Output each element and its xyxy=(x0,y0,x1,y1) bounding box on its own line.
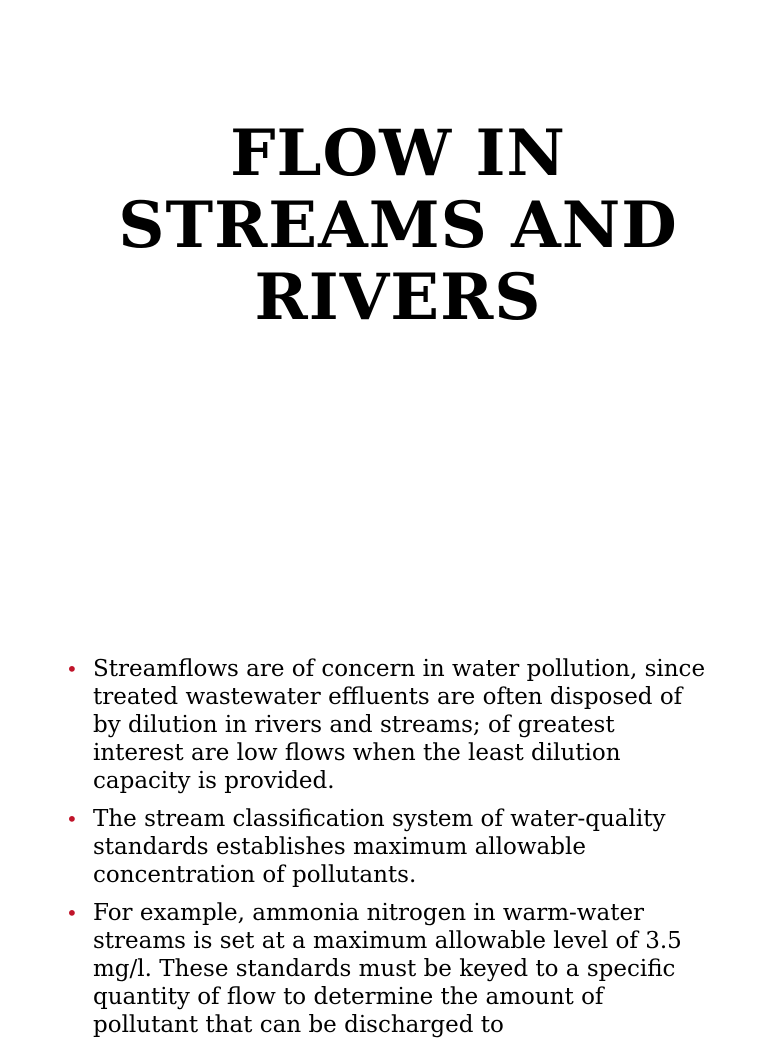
bullet-item xyxy=(66,655,706,795)
bullet-text: For example, ammonia nitrogen in warm-water streams is set at a maximum allowable level of 3.5 mg/l. These standards must be keyed to a specific quantity of flow to determine the amount of pollutant that can be discharged to xyxy=(93,900,682,1038)
bullet-item xyxy=(66,805,706,889)
bullet-dot-icon: • xyxy=(66,901,78,925)
slide-title xyxy=(0,118,768,334)
bullet-list xyxy=(66,655,706,1049)
bullet-text: The stream classification system of water-quality standards establishes maximum allowable concentration of pollutants. xyxy=(93,806,666,888)
title-line-1: FLOW IN xyxy=(230,116,566,191)
bullet-dot-icon: • xyxy=(66,807,78,831)
bullet-dot-icon: • xyxy=(66,657,78,681)
title-line-2: STREAMS AND xyxy=(118,188,678,263)
title-line-3: RIVERS xyxy=(254,260,542,335)
bullet-item xyxy=(66,899,706,1039)
bullet-text: Streamflows are of concern in water pollution, since treated wastewater effluents are often disposed of by dilution in rivers and streams; of greatest interest are low flows when the least dilution capacity is provided. xyxy=(93,656,706,794)
